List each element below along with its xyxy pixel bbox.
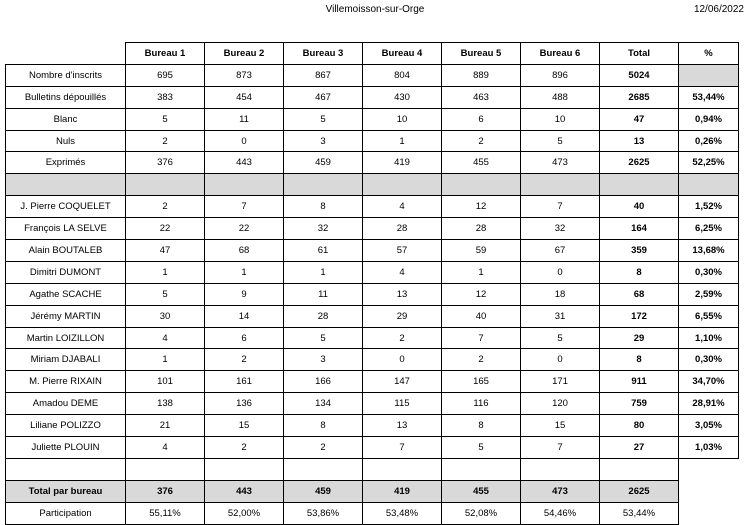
bureau-value: 166 (284, 371, 363, 393)
bureau-value: 873 (205, 64, 284, 86)
bureau-value: 47 (126, 240, 205, 262)
bureau-value: 61 (284, 240, 363, 262)
candidate-row (6, 437, 739, 459)
bureau-value: 12 (442, 283, 521, 305)
candidate-row (6, 371, 739, 393)
bureau-value: 116 (442, 393, 521, 415)
bureau-value: 31 (521, 305, 600, 327)
separator-cell (126, 174, 205, 196)
bureau-value: 32 (284, 218, 363, 240)
total-value: 80 (600, 415, 679, 437)
candidate-row (6, 240, 739, 262)
participation-total: 53,44% (600, 502, 679, 524)
bureau-value: 695 (126, 64, 205, 86)
column-header: Bureau 2 (205, 43, 284, 65)
empty-cell-outside (679, 458, 739, 480)
candidate-name: J. Pierre COQUELET (6, 196, 126, 218)
summary-row (6, 130, 739, 152)
empty-cell (284, 458, 363, 480)
bureau-total: 376 (126, 480, 205, 502)
results-table-body (6, 43, 739, 525)
candidate-row (6, 196, 739, 218)
bureau-value: 2 (205, 437, 284, 459)
bureau-value: 376 (126, 152, 205, 174)
bureau-value: 21 (126, 415, 205, 437)
candidate-name: Juliette PLOUIN (6, 437, 126, 459)
total-value: 8 (600, 261, 679, 283)
bureau-value: 455 (442, 152, 521, 174)
summary-row (6, 152, 739, 174)
bureau-value: 3 (284, 130, 363, 152)
bureau-value: 896 (521, 64, 600, 86)
row-label: Participation (6, 502, 126, 524)
bureau-value: 5 (126, 283, 205, 305)
header-corner-cell (6, 43, 126, 65)
bureau-value: 115 (363, 393, 442, 415)
empty-cell (600, 458, 679, 480)
empty-cell (205, 458, 284, 480)
bureau-value: 59 (442, 240, 521, 262)
separator-cell (205, 174, 284, 196)
column-header: Bureau 3 (284, 43, 363, 65)
row-label: Blanc (6, 108, 126, 130)
bureau-value: 3 (284, 349, 363, 371)
candidate-name: Jérémy MARTIN (6, 305, 126, 327)
bureau-value: 28 (363, 218, 442, 240)
bureau-value: 1 (126, 349, 205, 371)
bureau-value: 11 (205, 108, 284, 130)
bureau-value: 138 (126, 393, 205, 415)
bureau-value: 889 (442, 64, 521, 86)
bureau-value: 68 (205, 240, 284, 262)
total-value: 27 (600, 437, 679, 459)
percent-value: 1,10% (679, 327, 739, 349)
bureau-total: 455 (442, 480, 521, 502)
candidate-name: Dimitri DUMONT (6, 261, 126, 283)
column-header: % (679, 43, 739, 65)
bureau-value: 134 (284, 393, 363, 415)
bureau-value: 13 (363, 283, 442, 305)
separator-cell (679, 174, 739, 196)
total-value: 29 (600, 327, 679, 349)
participation-value: 52,08% (442, 502, 521, 524)
summary-row (6, 108, 739, 130)
bureau-value: 7 (363, 437, 442, 459)
row-label: Exprimés (6, 152, 126, 174)
bureau-value: 8 (284, 415, 363, 437)
total-value: 47 (600, 108, 679, 130)
separator-cell (363, 174, 442, 196)
bureau-value: 32 (521, 218, 600, 240)
empty-cell (521, 458, 600, 480)
separator-row (6, 174, 739, 196)
bureau-value: 467 (284, 86, 363, 108)
candidate-name: Miriam DJABALI (6, 349, 126, 371)
grand-total: 2625 (600, 480, 679, 502)
percent-value: 6,55% (679, 305, 739, 327)
bureau-value: 171 (521, 371, 600, 393)
percent-value: 0,30% (679, 261, 739, 283)
bureau-value: 473 (521, 152, 600, 174)
bureau-value: 9 (205, 283, 284, 305)
bureau-value: 161 (205, 371, 284, 393)
bureau-value: 6 (442, 108, 521, 130)
bureau-value: 463 (442, 86, 521, 108)
bureau-value: 7 (205, 196, 284, 218)
bureau-value: 0 (363, 349, 442, 371)
bureau-value: 22 (126, 218, 205, 240)
bureau-value: 29 (363, 305, 442, 327)
bureau-value: 165 (442, 371, 521, 393)
percent-value (679, 64, 739, 86)
percent-value: 28,91% (679, 393, 739, 415)
bureau-value: 10 (521, 108, 600, 130)
bureau-value: 15 (521, 415, 600, 437)
bureau-value: 0 (205, 130, 284, 152)
empty-cell (6, 458, 126, 480)
total-value: 172 (600, 305, 679, 327)
candidate-row (6, 261, 739, 283)
percent-value: 13,68% (679, 240, 739, 262)
percent-value: 52,25% (679, 152, 739, 174)
bureau-value: 1 (205, 261, 284, 283)
separator-cell (600, 174, 679, 196)
bureau-value: 136 (205, 393, 284, 415)
empty-cell (442, 458, 521, 480)
bureau-value: 67 (521, 240, 600, 262)
bureau-value: 28 (284, 305, 363, 327)
separator-cell (521, 174, 600, 196)
bureau-total: 419 (363, 480, 442, 502)
bureau-value: 10 (363, 108, 442, 130)
bureau-value: 5 (442, 437, 521, 459)
bureau-value: 101 (126, 371, 205, 393)
percent-value: 0,26% (679, 130, 739, 152)
bureau-value: 12 (442, 196, 521, 218)
candidate-name: Amadou DEME (6, 393, 126, 415)
total-value: 2625 (600, 152, 679, 174)
candidate-row (6, 327, 739, 349)
bureau-value: 28 (442, 218, 521, 240)
bureau-value: 57 (363, 240, 442, 262)
candidate-row (6, 305, 739, 327)
bureau-value: 2 (284, 437, 363, 459)
percent-value: 1,52% (679, 196, 739, 218)
participation-value: 54,46% (521, 502, 600, 524)
summary-row (6, 86, 739, 108)
column-header: Bureau 1 (126, 43, 205, 65)
percent-value: 2,59% (679, 283, 739, 305)
bureau-value: 4 (126, 327, 205, 349)
bureau-value: 30 (126, 305, 205, 327)
column-header: Bureau 4 (363, 43, 442, 65)
total-value: 68 (600, 283, 679, 305)
candidate-name: Martin LOIZILLON (6, 327, 126, 349)
total-value: 359 (600, 240, 679, 262)
bureau-value: 1 (284, 261, 363, 283)
candidate-name: François LA SELVE (6, 218, 126, 240)
total-value: 2685 (600, 86, 679, 108)
percent-value: 0,30% (679, 349, 739, 371)
bureau-value: 15 (205, 415, 284, 437)
bureau-value: 5 (284, 327, 363, 349)
column-header: Bureau 6 (521, 43, 600, 65)
percent-value: 1,03% (679, 437, 739, 459)
candidate-name: Alain BOUTALEB (6, 240, 126, 262)
bureau-value: 804 (363, 64, 442, 86)
bureau-value: 419 (363, 152, 442, 174)
bureau-total: 459 (284, 480, 363, 502)
bureau-value: 7 (521, 196, 600, 218)
bureau-value: 1 (442, 261, 521, 283)
participation-value: 53,48% (363, 502, 442, 524)
candidate-row (6, 349, 739, 371)
empty-cell (363, 458, 442, 480)
total-value: 759 (600, 393, 679, 415)
participation-value: 53,86% (284, 502, 363, 524)
percent-value: 34,70% (679, 371, 739, 393)
separator-cell (284, 174, 363, 196)
bureau-value: 18 (521, 283, 600, 305)
bureau-value: 2 (126, 196, 205, 218)
bureau-value: 2 (126, 130, 205, 152)
bureau-value: 4 (363, 261, 442, 283)
bureau-value: 6 (205, 327, 284, 349)
bureau-value: 4 (363, 196, 442, 218)
bureau-value: 430 (363, 86, 442, 108)
bureau-value: 488 (521, 86, 600, 108)
row-label: Total par bureau (6, 480, 126, 502)
bureau-value: 0 (521, 261, 600, 283)
column-header: Total (600, 43, 679, 65)
bureau-value: 454 (205, 86, 284, 108)
bureau-value: 383 (126, 86, 205, 108)
empty-row (6, 458, 739, 480)
document-title: Villemoisson-sur-Orge (325, 4, 425, 15)
table-header-row (6, 43, 739, 65)
blank-cell-outside (679, 480, 739, 502)
total-value: 8 (600, 349, 679, 371)
candidate-row (6, 415, 739, 437)
percent-value: 53,44% (679, 86, 739, 108)
separator-cell (6, 174, 126, 196)
bureau-value: 4 (126, 437, 205, 459)
separator-cell (442, 174, 521, 196)
bureau-value: 2 (363, 327, 442, 349)
bureau-value: 2 (442, 349, 521, 371)
bureau-value: 0 (521, 349, 600, 371)
total-value: 164 (600, 218, 679, 240)
bureau-value: 22 (205, 218, 284, 240)
candidate-row (6, 283, 739, 305)
bureau-value: 5 (521, 327, 600, 349)
summary-row (6, 64, 739, 86)
candidate-row (6, 393, 739, 415)
participation-row (6, 502, 739, 524)
percent-value: 3,05% (679, 415, 739, 437)
bureau-value: 8 (442, 415, 521, 437)
candidate-row (6, 218, 739, 240)
bureau-value: 11 (284, 283, 363, 305)
total-row (6, 480, 739, 502)
bureau-total: 473 (521, 480, 600, 502)
bureau-value: 1 (363, 130, 442, 152)
empty-cell (126, 458, 205, 480)
bureau-value: 5 (284, 108, 363, 130)
bureau-value: 2 (205, 349, 284, 371)
document-date: 12/06/2022 (693, 4, 744, 15)
row-label: Nombre d'inscrits (6, 64, 126, 86)
participation-value: 52,00% (205, 502, 284, 524)
candidate-name: Liliane POLIZZO (6, 415, 126, 437)
column-header: Bureau 5 (442, 43, 521, 65)
total-value: 5024 (600, 64, 679, 86)
total-value: 911 (600, 371, 679, 393)
bureau-value: 7 (442, 327, 521, 349)
bureau-value: 8 (284, 196, 363, 218)
results-table (5, 42, 739, 525)
bureau-value: 5 (126, 108, 205, 130)
bureau-value: 147 (363, 371, 442, 393)
bureau-value: 459 (284, 152, 363, 174)
bureau-value: 443 (205, 152, 284, 174)
bureau-value: 1 (126, 261, 205, 283)
bureau-value: 120 (521, 393, 600, 415)
candidate-name: M. Pierre RIXAIN (6, 371, 126, 393)
row-label: Nuls (6, 130, 126, 152)
blank-cell-outside (679, 502, 739, 524)
bureau-value: 7 (521, 437, 600, 459)
bureau-value: 40 (442, 305, 521, 327)
percent-value: 6,25% (679, 218, 739, 240)
bureau-value: 2 (442, 130, 521, 152)
bureau-value: 5 (521, 130, 600, 152)
total-value: 40 (600, 196, 679, 218)
bureau-total: 443 (205, 480, 284, 502)
row-label: Bulletins dépouillés (6, 86, 126, 108)
bureau-value: 13 (363, 415, 442, 437)
bureau-value: 867 (284, 64, 363, 86)
total-value: 13 (600, 130, 679, 152)
candidate-name: Agathe SCACHE (6, 283, 126, 305)
bureau-value: 14 (205, 305, 284, 327)
participation-value: 55,11% (126, 502, 205, 524)
percent-value: 0,94% (679, 108, 739, 130)
